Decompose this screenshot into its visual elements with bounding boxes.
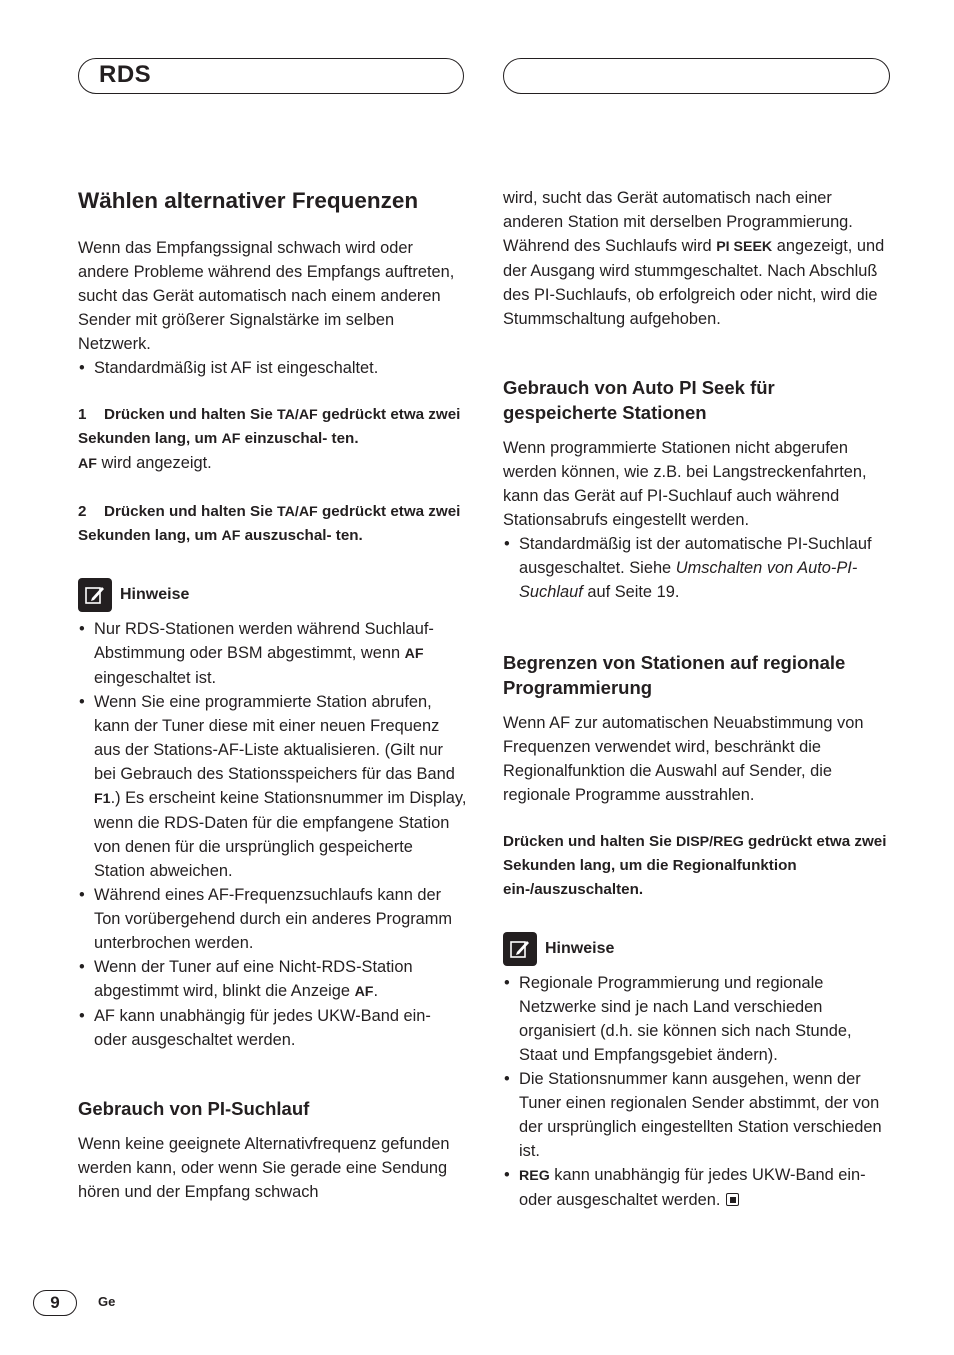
notes-header [78,578,468,612]
right-column [503,186,893,1212]
step-1: 1 Drücken und halten Sie TA/AF gedrückt etwa zwei Sekunden lang, um AF einzuschal- ten. [78,406,461,447]
list-item: • Standardmäßig ist der automatische PI-Suchlauf ausgeschaltet. Siehe Umschalten von Auto-PI-Suchlauf auf Seite 19. [503,532,893,604]
notes-list [78,617,468,1052]
heading-pi-seek: Gebrauch von PI-Suchlauf [78,1098,310,1119]
list-item: • Standardmäßig ist AF ist eingeschaltet. [78,356,468,380]
heading-auto-pi-seek: Gebrauch von Auto PI Seek für gespeicherte Stationen [503,377,775,423]
key-label: TA/AF [277,407,318,423]
list-item: • Nur RDS-Stationen werden während Suchlauf-Abstimmung oder BSM abgestimmt, wenn AF eingeschaltet ist. [78,617,468,690]
language-code: Ge [98,1294,116,1309]
notes-header [503,932,893,966]
key-label: AF [221,528,241,544]
regional-step: Drücken und halten Sie DISP/REG gedrückt etwa zwei Sekunden lang, um die Regionalfunktion ein-/auszuschalten. [503,833,887,898]
list-item: • Während eines AF-Frequenzsuchlaufs kann der Ton vorübergehend durch ein anderes Programm unterbrochen werden. [78,883,468,955]
list-item: • Wenn Sie eine programmierte Station abrufen, kann der Tuner diese mit einer neuen Frequenz aus der Stations-AF-Liste aktualisieren. (Gilt nur bei Gebrauch des Stationsspeichers für das Band F1.) Es erscheint keine Stationsnummer im Display, wenn die RDS-Daten für die empfangene Station von denen für die ursprünglich gespeicherte Station abweichen. [78,690,468,883]
notes-label: Hinweise [120,586,190,603]
list-item: • AF kann unabhängig für jedes UKW-Band ein- oder ausgeschaltet werden. [78,1004,468,1052]
section-header-pill [78,58,464,94]
regional-paragraph: Wenn AF zur automatischen Neuabstimmung von Frequenzen verwendet wird, beschränkt die Regionalfunktion die Auswahl auf Sender, die regionale Programme ausstrahlen. [503,714,864,804]
auto-pi-paragraph: Wenn programmierte Stationen nicht abgerufen werden können, wie z.B. bei Langstreckenfahrten, kann das Gerät auf PI-Suchlauf auch während Stationsabrufs eingestellt werden. [503,439,867,529]
notes-list [503,971,893,1212]
intro-paragraph: Wenn das Empfangssignal schwach wird oder andere Probleme während des Empfangs auftreten, sucht das Gerät automatisch nach einem anderen Sender mit größerer Signalstärke im selben Netzwerk. [78,239,455,353]
list-item: • Wenn der Tuner auf eine Nicht-RDS-Station abgestimmt wird, blinkt die Anzeige AF. [78,955,468,1004]
heading-alternative-frequencies: Wählen alternativer Frequenzen [78,188,419,213]
continued-paragraph: wird, sucht das Gerät automatisch nach einer anderen Station mit derselben Programmierung. Während des Suchlaufs wird PI SEEK angezeigt, und der Ausgang wird stummgeschaltet. Nach Abschluß des PI-Suchlaufs, ob erfolgreich oder nicht, wird die Stummschaltung aufgehoben. [503,189,885,328]
list-item: • REG kann unabhängig für jedes UKW-Band ein- oder ausgeschaltet werden. [503,1163,893,1212]
header-pill-empty [503,58,890,94]
pencil-note-icon [78,578,112,612]
heading-regional: Begrenzen von Stationen auf regionale Programmierung [503,652,846,698]
step-1-result: AF wird angezeigt. [78,454,212,472]
list-item: • Die Stationsnummer kann ausgehen, wenn der Tuner einen regionalen Sender abstimmt, der von der ursprünglich eingestellten Station verschieden ist. [503,1067,893,1163]
end-of-section-icon [726,1193,739,1206]
pi-paragraph: Wenn keine geeignete Alternativfrequenz gefunden werden kann, oder wenn Sie gerade eine Sendung hören und der Empfang schwach [78,1135,450,1201]
key-label: AF [221,431,241,447]
page-number: 9 [33,1290,77,1316]
auto-pi-bullets [503,532,893,604]
intro-bullets [78,356,468,380]
key-label: DISP/REG [676,834,744,850]
pencil-note-icon [503,932,537,966]
step-2: 2 Drücken und halten Sie TA/AF gedrückt etwa zwei Sekunden lang, um AF auszuschal- ten. [78,503,461,544]
section-title: RDS [99,61,152,88]
notes-label: Hinweise [545,940,615,957]
key-label: TA/AF [277,504,318,520]
list-item: • Regionale Programmierung und regionale Netzwerke sind je nach Land verschieden organisiert (d.h. sie können sich nach Stunde, Staat und Empfangsgebiet ändern). [503,971,893,1067]
left-column [78,186,468,1204]
